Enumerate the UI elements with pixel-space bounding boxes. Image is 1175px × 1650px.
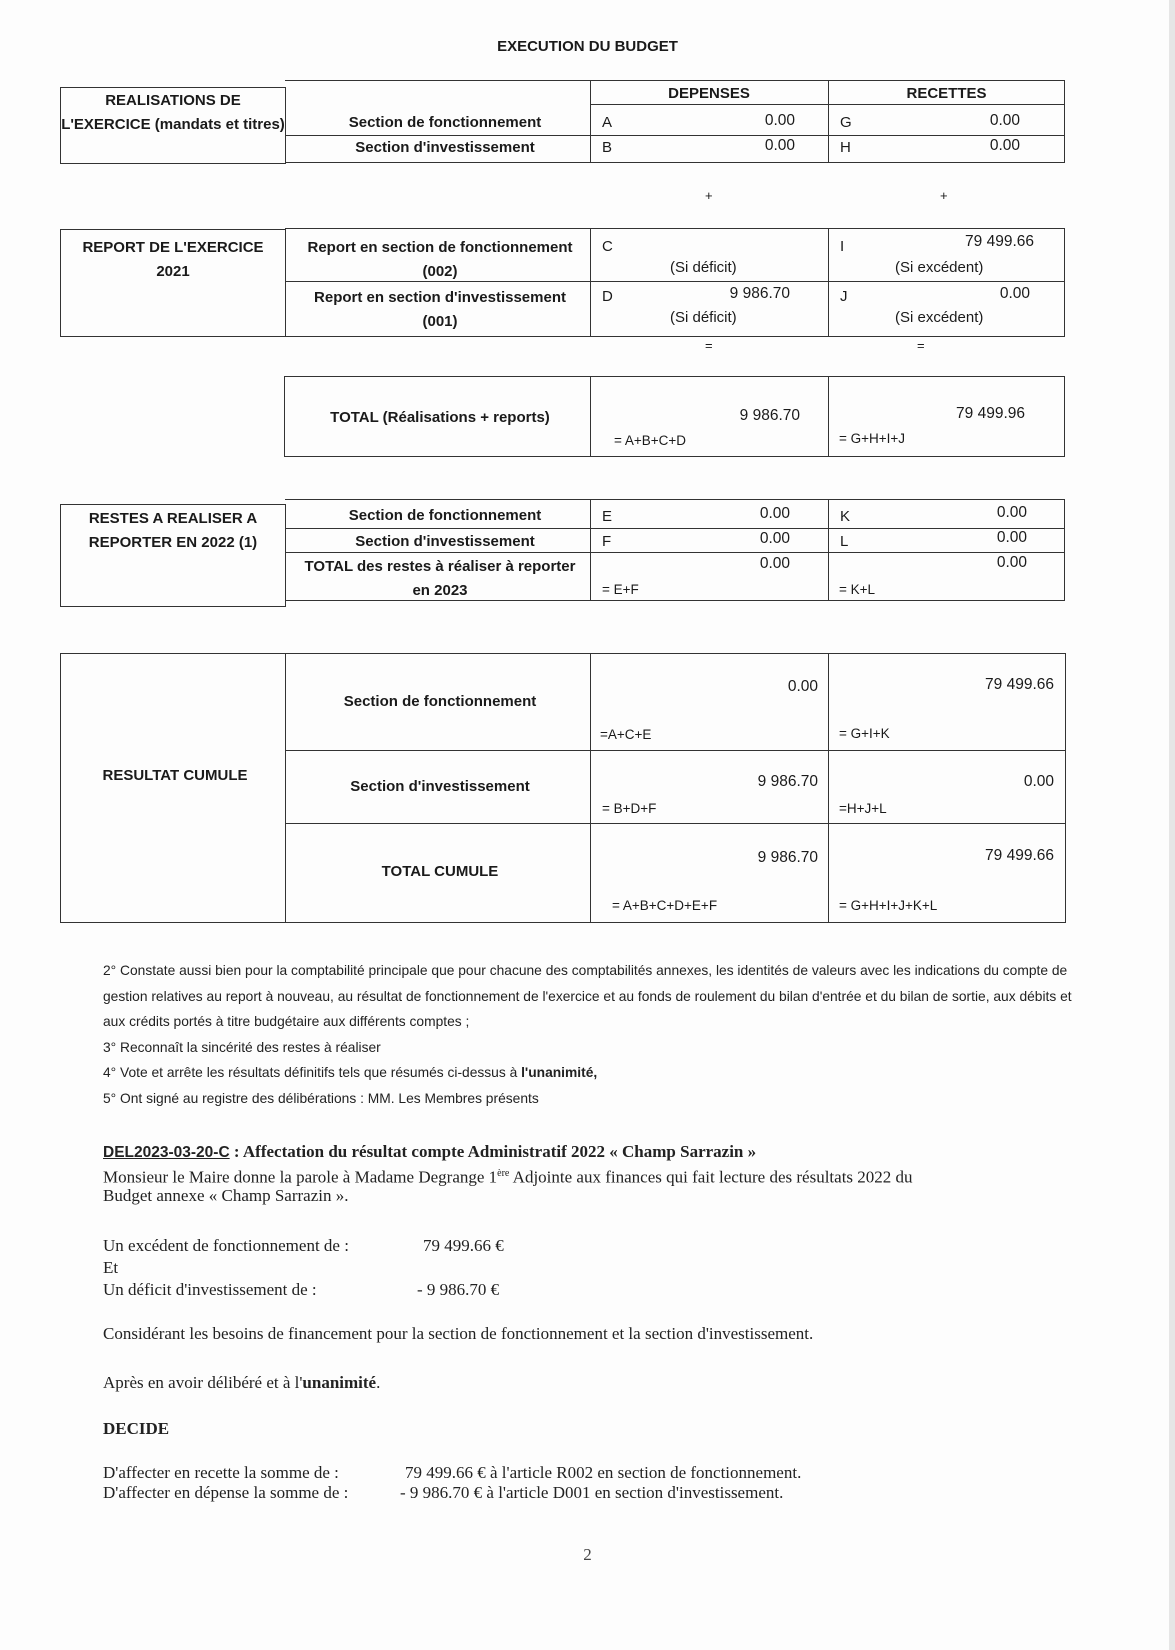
apres-text (103, 1372, 380, 1394)
paragraph-2: 2° Constate aussi bien pour la comptabilité principale que pour chacune des comptabilités annexes, les identités de valeurs avec les indications du compte de gestion relatives au report à nouveau, au résultat de fonctionnement de l'exercice et au fonds de roulement du bilan d'entrée et du bilan de sortie, aux débits et aux crédits portés à titre budgétaire aux différents comptes ; (103, 963, 1072, 1029)
resultat-row1-dep-value: 0.00 (787, 678, 818, 695)
col-recettes-header: RECETTES (906, 85, 987, 102)
letter-d: D (602, 288, 613, 305)
deficit-label: Un déficit d'investissement de : (103, 1280, 317, 1299)
restes-row2-label: Section d'investissement (355, 533, 535, 550)
plus-sign-recettes: + (940, 188, 948, 203)
resultat-row1-rec-value: 79 499.66 (985, 676, 1054, 693)
letter-f: F (602, 533, 612, 550)
excedent-label: Un excédent de fonctionnement de : (103, 1236, 349, 1255)
restes-row3-rec-value: 0.00 (996, 554, 1027, 571)
restes-row1-label: Section de fonctionnement (348, 507, 542, 524)
affect2-label: D'affecter en dépense la somme de : (103, 1483, 349, 1502)
intro-text-b: Adjointe aux finances qui fait lecture des résultats 2022 du (509, 1167, 913, 1187)
col-depenses-header: DEPENSES (668, 85, 750, 102)
report-row2-dep-value: 9 986.70 (729, 285, 790, 302)
report-row1-rec-value: 79 499.66 (965, 233, 1034, 250)
report-row2-dep-note: (Si déficit) (670, 309, 737, 326)
report-row1-label: Report en section de fonctionnement (002) (307, 239, 573, 280)
restes-label: RESTES A REALISER A REPORTER EN 2022 (1) (88, 510, 258, 551)
deliberation-ref: DEL2023-03-20-C (103, 1144, 230, 1161)
deficit-value: - 9 986.70 € (417, 1280, 500, 1299)
resultat-row2-dep-formula: = B+D+F (602, 801, 657, 816)
total-dep-formula: = A+B+C+D (614, 433, 687, 448)
letter-l: L (840, 533, 849, 550)
total-dep-value: 9 986.70 (739, 407, 800, 424)
total-label: TOTAL (Réalisations + reports) (330, 409, 550, 426)
letter-e: E (602, 508, 613, 525)
resultat-row1-dep-formula: =A+C+E (600, 727, 652, 742)
report-label: REPORT DE L'EXERCICE 2021 (82, 239, 264, 280)
realisations-row2-dep-value: 0.00 (764, 137, 795, 154)
resultat-row1-rec-formula: = G+I+K (839, 726, 890, 741)
deliberation-title: : Affectation du résultat compte Administratif 2022 « Champ Sarrazin » (229, 1142, 757, 1161)
restes-row3-dep-formula: = E+F (602, 582, 639, 597)
paragraph-5: 5° Ont signé au registre des délibérations : MM. Les Membres présents (103, 1090, 539, 1106)
affect1-value: 79 499.66 € à l'article R002 en section de fonctionnement. (405, 1463, 802, 1482)
letter-j: J (840, 288, 848, 305)
paragraph-4-bold: l'unanimité, (521, 1065, 598, 1080)
resultat-row2-dep-value: 9 986.70 (757, 773, 818, 790)
realisations-row2-label: Section d'investissement (355, 139, 535, 156)
letter-b: B (602, 139, 613, 156)
realisations-label: REALISATIONS DE L'EXERCICE (mandats et titres) (61, 92, 285, 133)
paragraph-4 (103, 1060, 1093, 1086)
realisations-row1-label: Section de fonctionnement (348, 114, 542, 131)
resultat-row1-label: Section de fonctionnement (343, 693, 537, 710)
report-row2-rec-note: (Si excédent) (895, 309, 984, 326)
letter-k: K (840, 508, 851, 525)
deliberation-heading (103, 1141, 756, 1164)
page-number: 2 (583, 1545, 592, 1564)
restes-row3-label: TOTAL des restes à réaliser à reporter en 2023 (304, 558, 576, 599)
considerant-text: Considérant les besoins de financement pour la section de fonctionnement et la section d'investissement. (103, 1324, 814, 1343)
apres-prefix: Après en avoir délibéré et à l' (103, 1373, 303, 1392)
findings-paragraphs (103, 958, 1093, 1111)
realisations-row2-rec-value: 0.00 (989, 137, 1020, 154)
intro-text-a: Monsieur le Maire donne la parole à Madame Degrange 1 (103, 1167, 498, 1187)
letter-c: C (602, 238, 613, 255)
apres-bold: unanimité (302, 1373, 377, 1392)
total-rec-formula: = G+H+I+J (839, 431, 906, 446)
report-row1-dep-note: (Si déficit) (670, 259, 737, 276)
resultat-label: RESULTAT CUMULE (102, 767, 248, 784)
affect1-label: D'affecter en recette la somme de : (103, 1463, 339, 1482)
equals-sign-recettes: = (917, 338, 925, 353)
restes-row2-dep-value: 0.00 (759, 530, 790, 547)
letter-g: G (840, 114, 852, 131)
letter-i: I (840, 238, 845, 255)
resultat-row3-rec-value: 79 499.66 (985, 847, 1054, 864)
paragraph-4-text: 4° Vote et arrête les résultats définitifs tels que résumés ci-dessus à (103, 1065, 522, 1080)
intro-superscript: ère (497, 1168, 510, 1179)
paragraph-3: 3° Reconnaît la sincérité des restes à réaliser (103, 1039, 381, 1055)
et-text: Et (103, 1258, 119, 1277)
restes-row3-dep-value: 0.00 (759, 555, 790, 572)
restes-row1-rec-value: 0.00 (996, 504, 1027, 521)
restes-row1-dep-value: 0.00 (759, 505, 790, 522)
deliberation-intro-line2: Budget annexe « Champ Sarrazin ». (103, 1186, 349, 1205)
resultat-row2-rec-formula: =H+J+L (839, 801, 887, 816)
realisations-row1-dep-value: 0.00 (764, 112, 795, 129)
realisations-row1-rec-value: 0.00 (989, 112, 1020, 129)
resultat-row3-dep-formula: = A+B+C+D+E+F (612, 898, 718, 913)
report-row2-label: Report en section d'investissement (001) (314, 289, 566, 330)
resultat-row3-dep-value: 9 986.70 (757, 849, 818, 866)
restes-row3-rec-formula: = K+L (839, 582, 876, 597)
letter-a: A (602, 114, 613, 131)
page-title: EXECUTION DU BUDGET (497, 38, 678, 55)
report-row1-rec-note: (Si excédent) (895, 259, 984, 276)
apres-suffix: . (376, 1373, 381, 1392)
resultat-row3-label: TOTAL CUMULE (381, 863, 499, 880)
resultat-row3-rec-formula: = G+H+I+J+K+L (839, 898, 938, 913)
resultat-row2-rec-value: 0.00 (1023, 773, 1054, 790)
affect2-value: - 9 986.70 € à l'article D001 en section d'investissement. (400, 1483, 784, 1502)
total-rec-value: 79 499.96 (956, 405, 1025, 422)
restes-row2-rec-value: 0.00 (996, 529, 1027, 546)
plus-sign-depenses: + (705, 188, 713, 203)
equals-sign-depenses: = (705, 338, 713, 353)
resultat-row2-label: Section d'investissement (350, 778, 530, 795)
report-row2-rec-value: 0.00 (999, 285, 1030, 302)
letter-h: H (840, 139, 851, 156)
page-edge-shadow (1169, 0, 1175, 1650)
excedent-value: 79 499.66 € (423, 1236, 504, 1255)
decide-heading: DECIDE (103, 1419, 170, 1438)
